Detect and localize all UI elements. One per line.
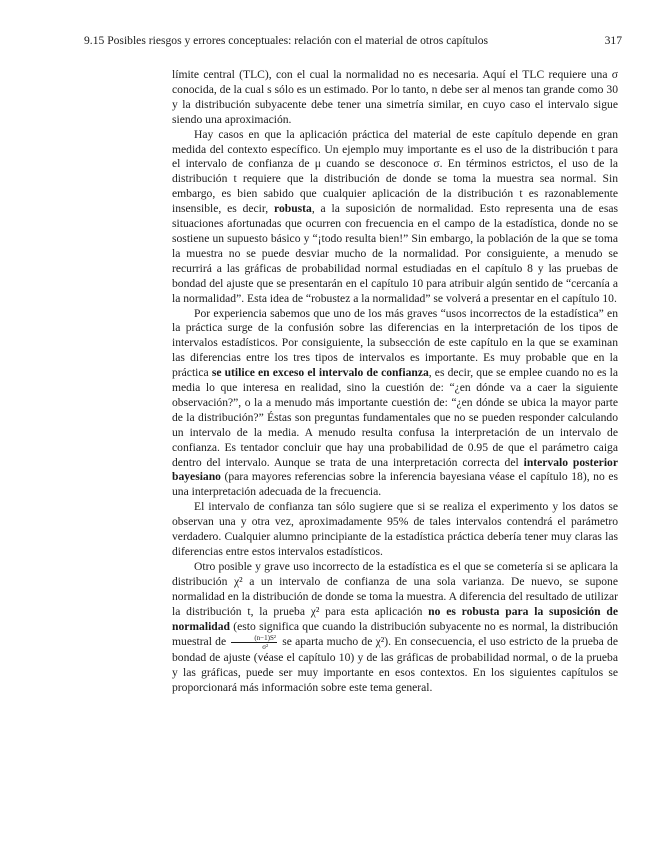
fraction-denominator: σ²	[262, 643, 269, 652]
paragraph-2-text-a: Hay casos en que la aplicación práctica del material de este capítulo depende en gran medida del contexto específico. Un ejemplo muy importante es el uso de la distribución t para el intervalo de confianza de μ cuando se desconoce σ. En términos estrictos, el uso de la distribución t requiere que la distribución de donde se toma la muestra sea normal. Sin embargo, es bien sabido que cualquier aplicación de la distribución t es razonablemente insensible, es decir,	[172, 127, 618, 216]
body-text	[172, 68, 618, 696]
paragraph-3-text-a: Por experiencia sabemos que uno de los más graves “usos incorrectos de la estadística” en la práctica surge de la confusión sobre las diferencias en la interpretación de los tipos de intervalos estadísticos. Por consiguiente, la subsección de este capítulo en la que se examinan las diferencias entre los tres tipos de intervalos es importante. Es muy probable que en la práctica	[172, 306, 618, 380]
paragraph-4: El intervalo de confianza tan sólo sugiere que si se realiza el experimento y los datos se observan una y otra vez, aproximadamente 95% de tales intervalos contendrá el parámetro verdadero. Cualquier alumno principiante de la estadística práctica debería tener muy claras las diferencias entre estos intervalos estadísticos.	[172, 500, 618, 558]
paragraph-3-text-c: (para mayores referencias sobre la inferencia bayesiana véase el capítulo 18), no es una interpretación adecuada de la frecuencia.	[172, 470, 618, 499]
paragraph-5-bold: no es robusta para la suposición de normalidad	[172, 604, 618, 633]
paragraph-3-bold-2: intervalo posterior bayesiano	[172, 455, 618, 484]
paragraph-1: límite central (TLC), con el cual la normalidad no es necesaria. Aquí el TLC requiere una σ conocida, de la cual s sólo es un estimado. Por lo tanto, n debe ser al menos tan grande como 30 y la distribución subyacente debe tener una simetría similar, en cuyo caso el intervalo sigue siendo una aproximación.	[172, 68, 618, 126]
paragraph-5-text-a: Otro posible y grave uso incorrecto de la estadística es el que se cometería si se aplicara la distribución χ² a un intervalo de confianza de una sola varianza. De nuevo, se supone normalidad en la distribución de donde se toma la muestra. A diferencia del resultado de utilizar la distribución t, la prueba χ² para esta aplicación	[172, 559, 618, 618]
paragraph-2-bold: robusta	[274, 202, 312, 216]
paragraph-2-text-b: , a la suposición de normalidad. Esto representa una de esas situaciones afortunadas que ocurren con frecuencia en el campo de la estadística, donde no se sostiene un supuesto básico y “¡todo resulta bien!” Sin embargo, la población de la que se toma la muestra no se puede desviar mucho de la normalidad. Por consiguiente, a menudo se recurrirá a las gráficas de probabilidad normal estudiadas en el capítulo 8 y las pruebas de bondad del ajuste que se presentarán en el capítulo 10 para atribuir algún sentido de “cercanía a la normalidad”. Esta idea de “robustez a la normalidad” se volverá a presentar en el capítulo 10.	[172, 202, 618, 305]
paragraph-3-bold-1: se utilice en exceso el intervalo de confianza	[211, 366, 429, 380]
fraction-formula	[231, 634, 277, 651]
paragraph-5-text-c: se aparta mucho de χ²). En consecuencia, el uso estricto de la prueba de bondad de ajuste (véase el capítulo 10) y de las gráficas de probabilidad normal, o de la prueba y las gráficas, puede ser muy importante en esos contextos. En los siguientes capítulos se proporcionará más información sobre este tema general.	[172, 635, 619, 695]
paragraph-3-text-b: , es decir, que se emplee cuando no es la media lo que interesa en realidad, sino la cuestión de: “¿en dónde va a caer la siguiente observación?”, o la a menudo más importante cuestión de: “¿en dónde se ubica la mayor parte de la distribución?” Éstas son preguntas fundamentales que no se pueden responder calculando un intervalo de la media. A menudo resulta confusa la interpretación de un intervalo de confianza. Es tentador concluir que hay una probabilidad de 0.95 de que el parámetro caiga dentro del intervalo. Aunque se trata de una interpretación correcta del	[172, 366, 618, 469]
running-header	[84, 33, 622, 49]
paragraph-3	[172, 307, 618, 501]
fraction-numerator: (n−1)S²	[231, 634, 277, 643]
paragraph-5-text-b: (esto significa que cuando la distribución subyacente no es normal, la distribución muestral de	[172, 619, 618, 649]
paragraph-5	[172, 560, 618, 696]
page-number: 317	[604, 34, 622, 47]
section-title: 9.15 Posibles riesgos y errores conceptuales: relación con el material de otros capítulos	[84, 34, 489, 47]
paragraph-2	[172, 128, 618, 307]
